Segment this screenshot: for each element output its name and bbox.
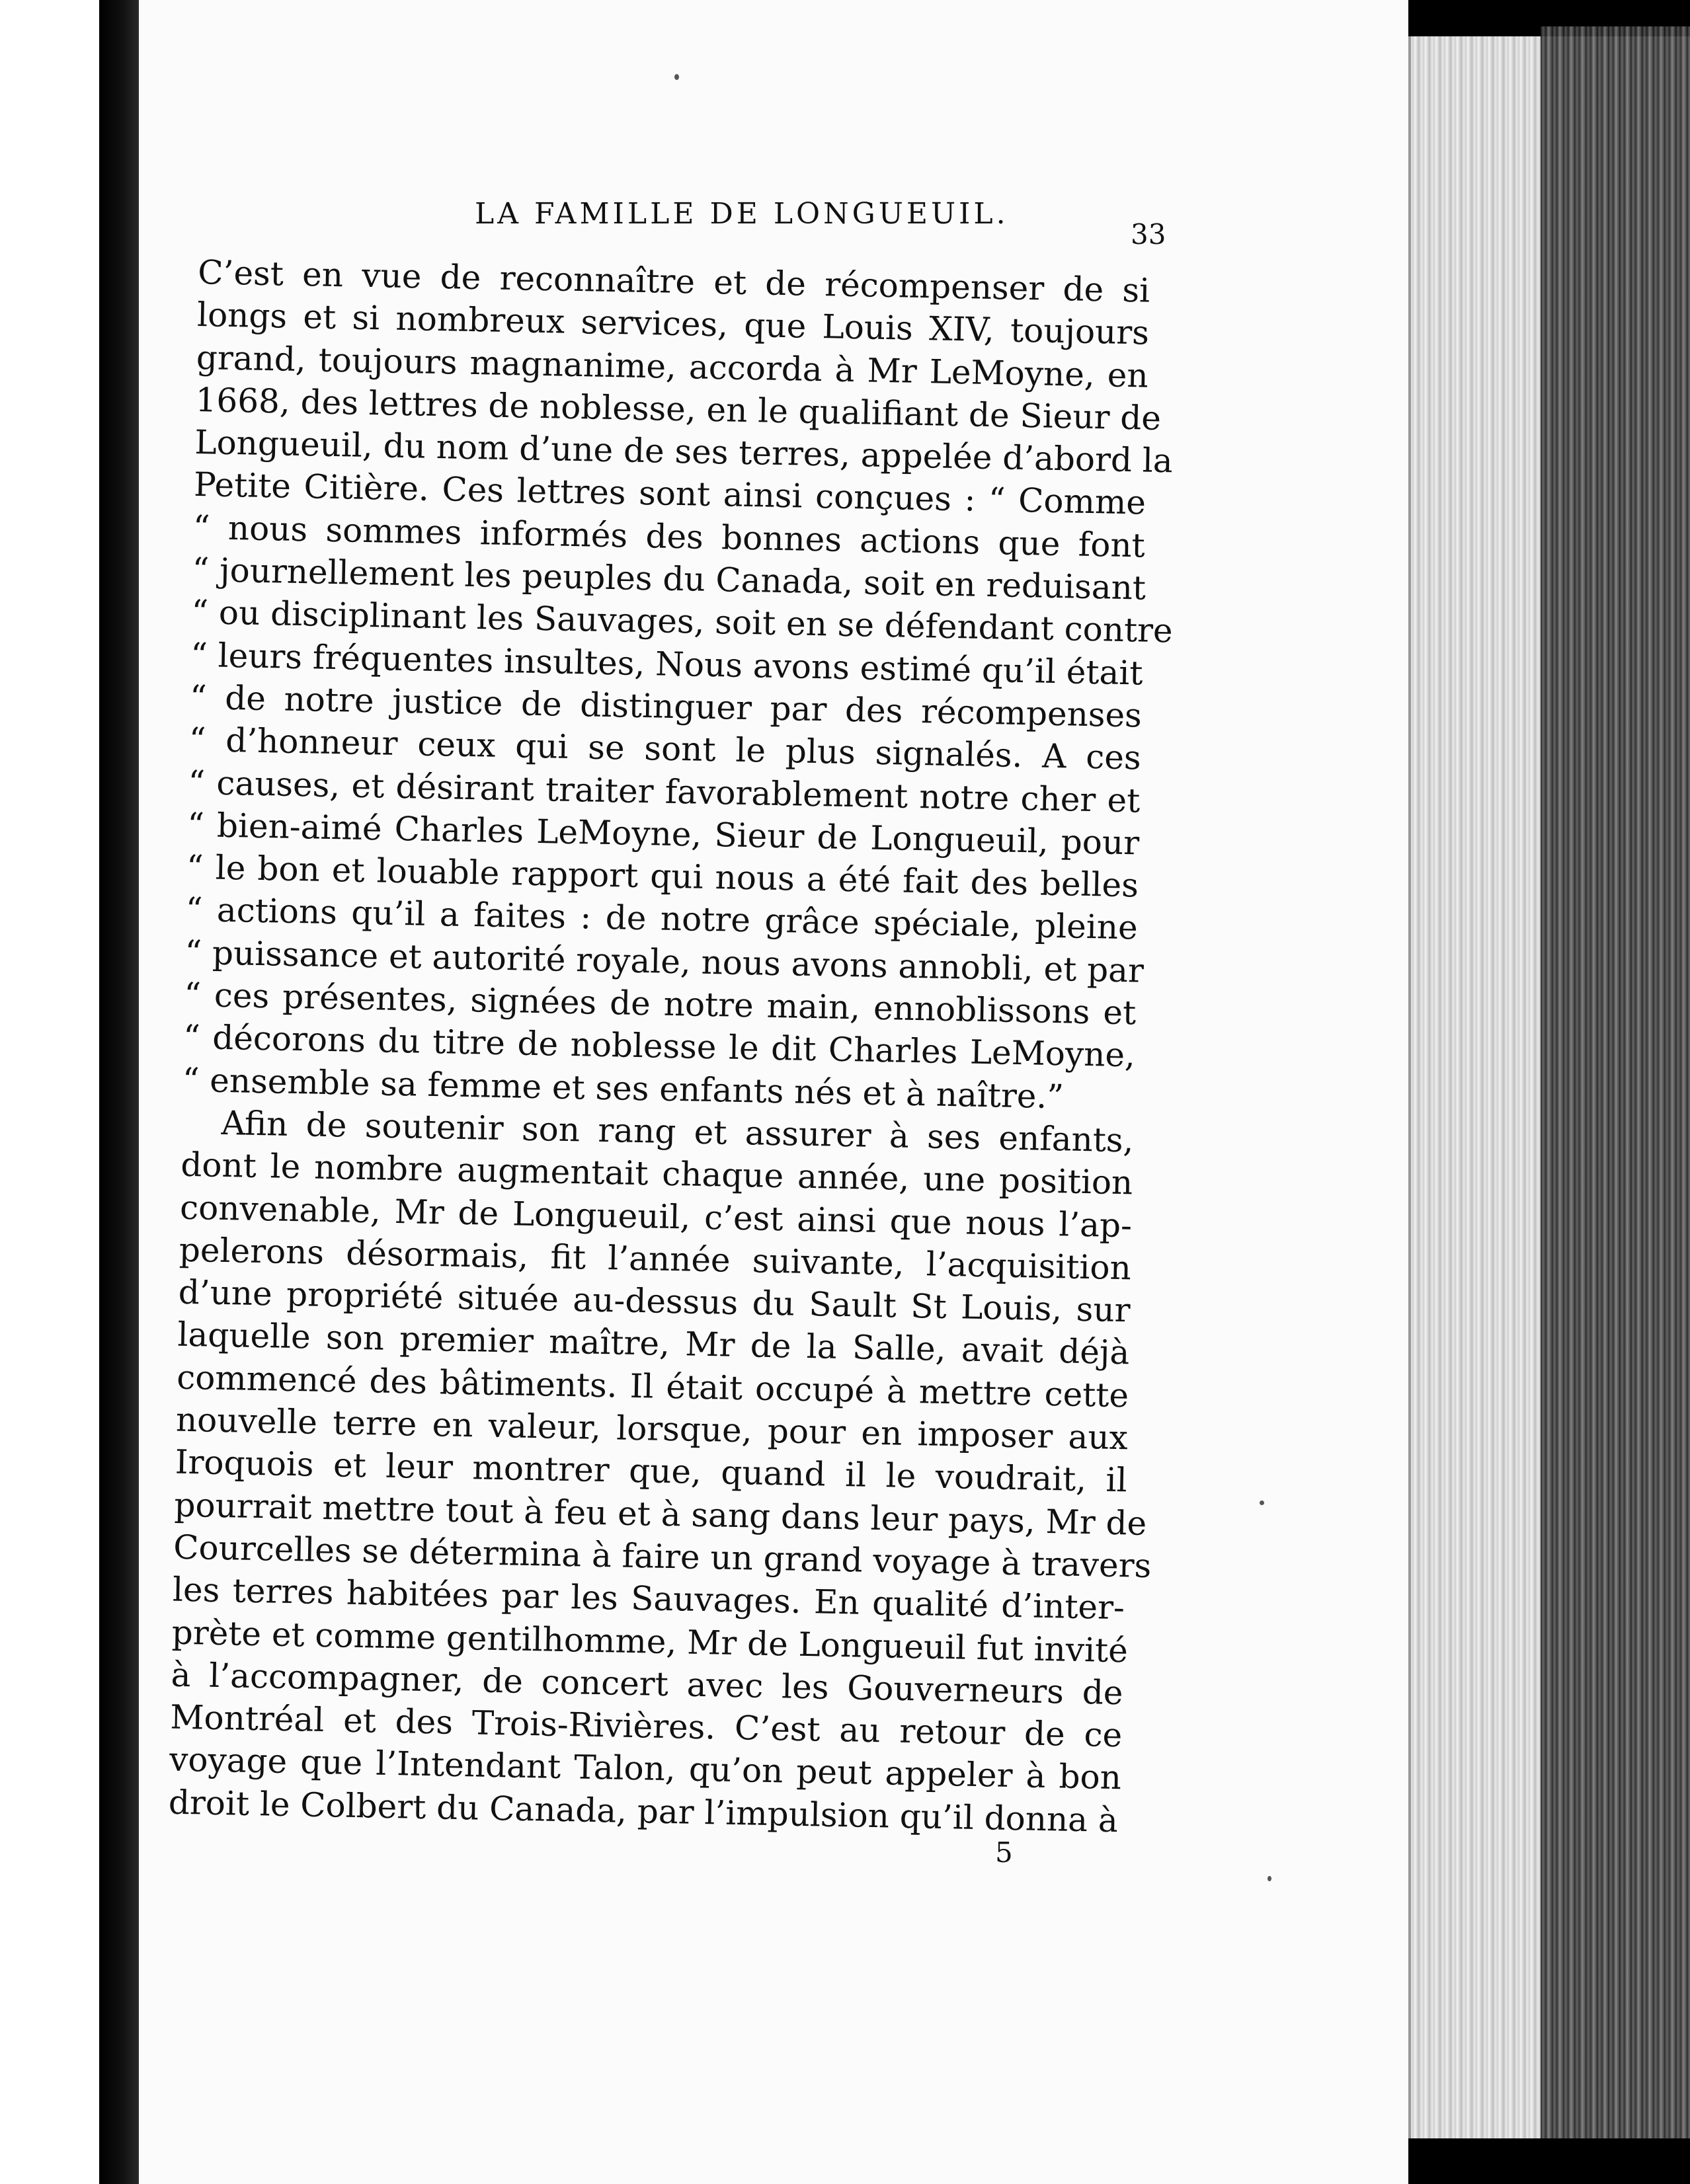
signature-mark: 5	[995, 1836, 1013, 1869]
paper-speck	[674, 74, 679, 80]
text-line: Montréal et des Trois-Rivières. C’est au retour de ce	[169, 1697, 1123, 1755]
page-number: 33	[1131, 218, 1166, 251]
page-stack-bottom	[1408, 2138, 1690, 2184]
text-line: “ décorons du titre de noblesse le dit Charles LeMoyne,	[182, 1018, 1136, 1075]
text-line: “ le bon et louable rapport qui nous a été fait des belles	[186, 847, 1139, 905]
text-line: “ bien-aimé Charles LeMoyne, Sieur de Longueuil, pour	[186, 805, 1140, 863]
text-line: “ nous sommes informés des bonnes actions que font	[192, 508, 1146, 565]
text-line: pelerons désormais, fit l’année suivante, l’acquisition	[179, 1230, 1132, 1288]
text-line: Courcelles se détermina à faire un grand voyage à travers	[173, 1528, 1152, 1585]
book-gutter	[99, 0, 139, 2184]
text-line: “ ces présentes, signées de notre main, ennoblissons et	[183, 975, 1137, 1033]
text-line: convenable, Mr de Longueuil, c’est ainsi que nous l’ap-	[179, 1188, 1133, 1245]
text-line: dont le nombre augmentait chaque année, une position	[180, 1145, 1133, 1202]
text-line: 1668, des lettres de noblesse, en le qualifiant de Sieur de	[195, 380, 1162, 438]
text-line: “ ensemble sa femme et ses enfants nés et à naître.”	[182, 1060, 1065, 1116]
running-head: LA FAMILLE DE LONGUEUIL.	[475, 197, 1009, 231]
paper-speck	[1268, 1876, 1271, 1881]
text-line: droit le Colbert du Canada, par l’impulsion qu’il donna à	[168, 1783, 1119, 1840]
text-line: voyage que l’Intendant Talon, qu’on peut appeler à bon	[169, 1740, 1122, 1797]
text-line: “ actions qu’il a faites : de notre grâce spéciale, pleine	[185, 890, 1139, 947]
text-line: commencé des bâtiments. Il était occupé à mettre cette	[176, 1358, 1129, 1415]
text-line: grand, toujours magnanime, accorda à Mr LeMoyne, en	[196, 338, 1149, 395]
text-line: “ de notre justice de distinguer par des récompenses	[189, 678, 1143, 735]
text-line: les terres habitées par les Sauvages. En qualité d’inter-	[172, 1570, 1125, 1627]
text-line: d’une propriété située au-dessus du Sault St Louis, sur	[178, 1272, 1131, 1330]
text-line: C’est en vue de reconnaître et de récompenser de si	[197, 253, 1150, 310]
text-line: “ journellement les peuples du Canada, soit en reduisant	[192, 550, 1147, 607]
text-line: “ causes, et désirant traiter favorablement notre cher et	[188, 763, 1141, 820]
text-line: nouvelle terre en valeur, lorsque, pour en imposer aux	[175, 1400, 1129, 1458]
paper-speck	[1260, 1501, 1264, 1505]
body-text	[168, 251, 1174, 1842]
text-line: Petite Citière. Ces lettres sont ainsi conçues : “ Comme	[193, 465, 1147, 523]
text-line: laquelle son premier maître, Mr de la Salle, avait déjà	[177, 1315, 1130, 1372]
text-line: prète et comme gentilhomme, Mr de Longueuil fut invité	[171, 1613, 1129, 1670]
text-line: Afin de soutenir son rang et assurer à ses enfants,	[221, 1103, 1134, 1160]
text-line: Longueuil, du nom d’une de ses terres, appelée d’abord la	[194, 423, 1174, 481]
text-line: Iroquois et leur montrer que, quand il le voudrait, il	[175, 1442, 1128, 1500]
text-line: “ ou disciplinant les Sauvages, soit en se défendant contre	[190, 593, 1174, 650]
text-line: pourrait mettre tout à feu et à sang dans leur pays, Mr de	[174, 1485, 1147, 1543]
page-stack-shadow	[1541, 26, 1690, 2155]
facing-page-edge	[0, 0, 99, 2184]
text-line: à l’accompagner, de concert avec les Gouverneurs de	[171, 1655, 1123, 1713]
text-line: “ d’honneur ceux qui se sont le plus signalés. A ces	[188, 721, 1142, 777]
text-line: “ puissance et autorité royale, nous avons annobli, et par	[184, 933, 1145, 990]
text-line: longs et si nombreux services, que Louis XIV, toujours	[196, 295, 1150, 352]
text-line: “ leurs fréquentes insultes, Nous avons estimé qu’il était	[190, 635, 1143, 693]
